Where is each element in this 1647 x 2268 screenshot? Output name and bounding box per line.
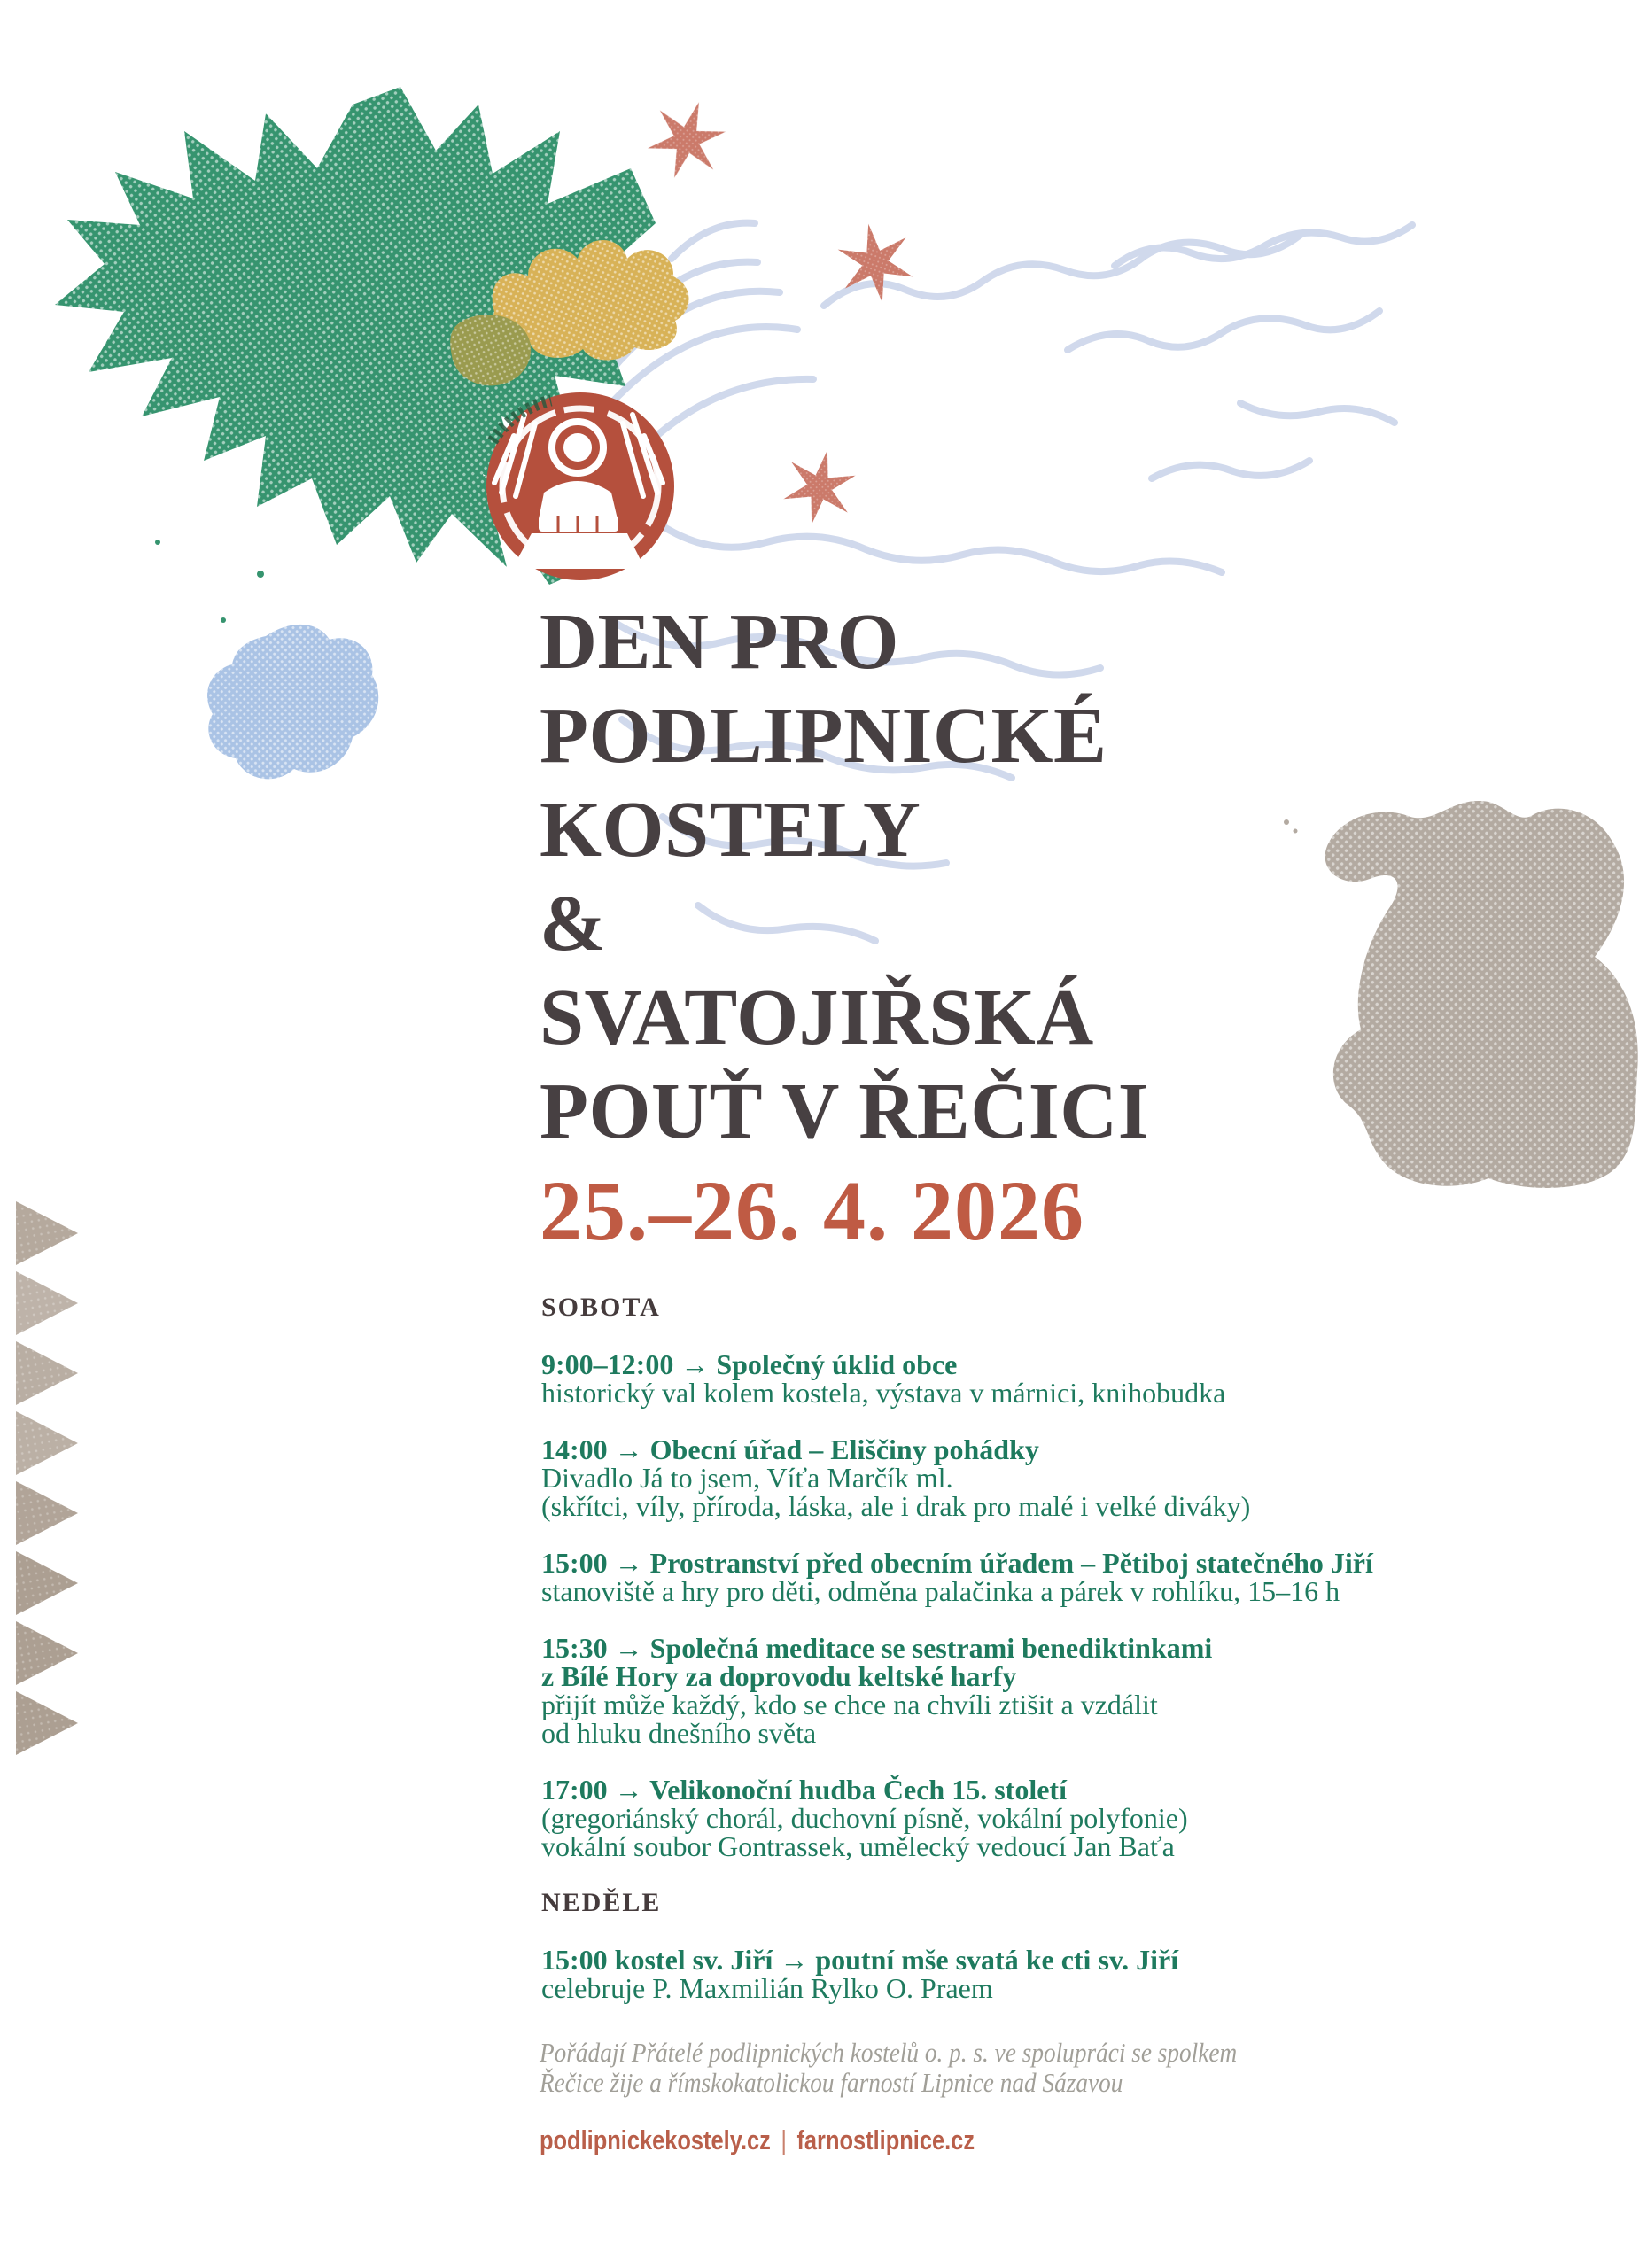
title-line: PODLIPNICKÉ — [540, 692, 1107, 780]
schedule-line: přijít může každý, kdo se chce na chvíli ztišit a vzdálit — [541, 1689, 1158, 1720]
angel-book — [539, 516, 618, 532]
spacer — [541, 1860, 1569, 1889]
footer-links — [540, 2124, 975, 2156]
organizer-line: Pořádají Přátelé podlipnických kostelů o. p. s. ve spolupráci se spolkem — [540, 2037, 1238, 2068]
organizer-line: Řečice žije a římskokatolickou farností Lipnice nad Sázavou — [540, 2067, 1123, 2098]
angel-body — [539, 481, 618, 519]
spacer — [541, 1520, 1569, 1549]
schedule-line: vokální soubor Gontrassek, umělecký vedoucí Jan Baťa — [541, 1830, 1175, 1862]
schedule-line: celebruje P. Maxmilián Rylko O. Praem — [541, 1972, 993, 2004]
schedule-line: 15:00 kostel sv. Jiří → poutní mše svatá ke cti sv. Jiří — [541, 1944, 1179, 1976]
link-separator: | — [781, 2124, 787, 2155]
spacer — [541, 1407, 1569, 1435]
schedule-line: (skřítci, víly, příroda, láska, ale i drak pro malé i velké diváky) — [541, 1490, 1251, 1522]
lake-blob-illustration — [207, 625, 378, 779]
schedule-line: (gregoriánský chorál, duchovní písně, vokální polyfonie) — [541, 1802, 1188, 1834]
organizers-note — [540, 2038, 1237, 2098]
website-link-farnostlipnice: farnostlipnice.cz — [796, 2124, 975, 2155]
crown-illustration — [450, 240, 688, 385]
triangle-banner-column — [16, 1201, 78, 1755]
leaf-overlap-arc — [493, 400, 551, 441]
poster-title — [540, 595, 1149, 1159]
title-line: SVATOJIŘSKÁ — [540, 974, 1094, 1061]
schedule-line: od hluku dnešního světa — [541, 1717, 817, 1749]
day-heading: NEDĚLE — [541, 1888, 662, 1917]
star-icon — [780, 443, 859, 531]
angel-head — [563, 433, 592, 462]
leaf-stamp-illustration — [55, 87, 659, 623]
spacer — [541, 1917, 1569, 1946]
spacer — [541, 1747, 1569, 1775]
angel-lap — [512, 533, 645, 569]
angel-halo — [552, 422, 603, 473]
angel-wings — [494, 415, 663, 496]
schedule-line: 15:30 → Společná meditace se sestrami benediktinkami — [541, 1632, 1213, 1664]
title-line: POUŤ V ŘEČICI — [540, 1068, 1150, 1155]
schedule-line: historický val kolem kostela, výstava v márnici, knihobudka — [541, 1377, 1226, 1409]
star-icon — [835, 218, 916, 308]
schedule-line: stanoviště a hry pro děti, odměna palačinka a párek v rohlíku, 15–16 h — [541, 1575, 1340, 1607]
event-date: 25.–26. 4. 2026 — [540, 1163, 1084, 1258]
schedule-line: 15:00 → Prostranství před obecním úřadem – Pětiboj statečného Jiří — [541, 1547, 1373, 1579]
olive-patch-illustration — [450, 315, 531, 385]
title-line: DEN PRO — [540, 598, 899, 686]
title-line: KOSTELY — [540, 786, 921, 874]
schedule-line: z Bílé Hory za doprovodu keltské harfy — [541, 1660, 1017, 1692]
title-line: & — [540, 880, 607, 967]
schedule-list — [541, 1293, 1569, 2002]
schedule-line: 9:00–12:00 → Společný úklid obce — [541, 1348, 958, 1380]
angel-seal-stamp — [486, 392, 674, 580]
map-blob-illustration — [1284, 801, 1638, 1188]
schedule-line: 17:00 → Velikonoční hudba Čech 15. století — [541, 1774, 1067, 1806]
website-link-podlipnickekostely: podlipnickekostely.cz — [540, 2124, 771, 2155]
spacer — [541, 1322, 1569, 1350]
star-icon — [641, 91, 732, 189]
schedule-line: 14:00 → Obecní úřad – Eliščiny pohádky — [541, 1433, 1039, 1465]
schedule-line: Divadlo Já to jsem, Víťa Marčík ml. — [541, 1462, 953, 1494]
day-heading: SOBOTA — [541, 1293, 661, 1322]
spacer — [541, 1605, 1569, 1634]
